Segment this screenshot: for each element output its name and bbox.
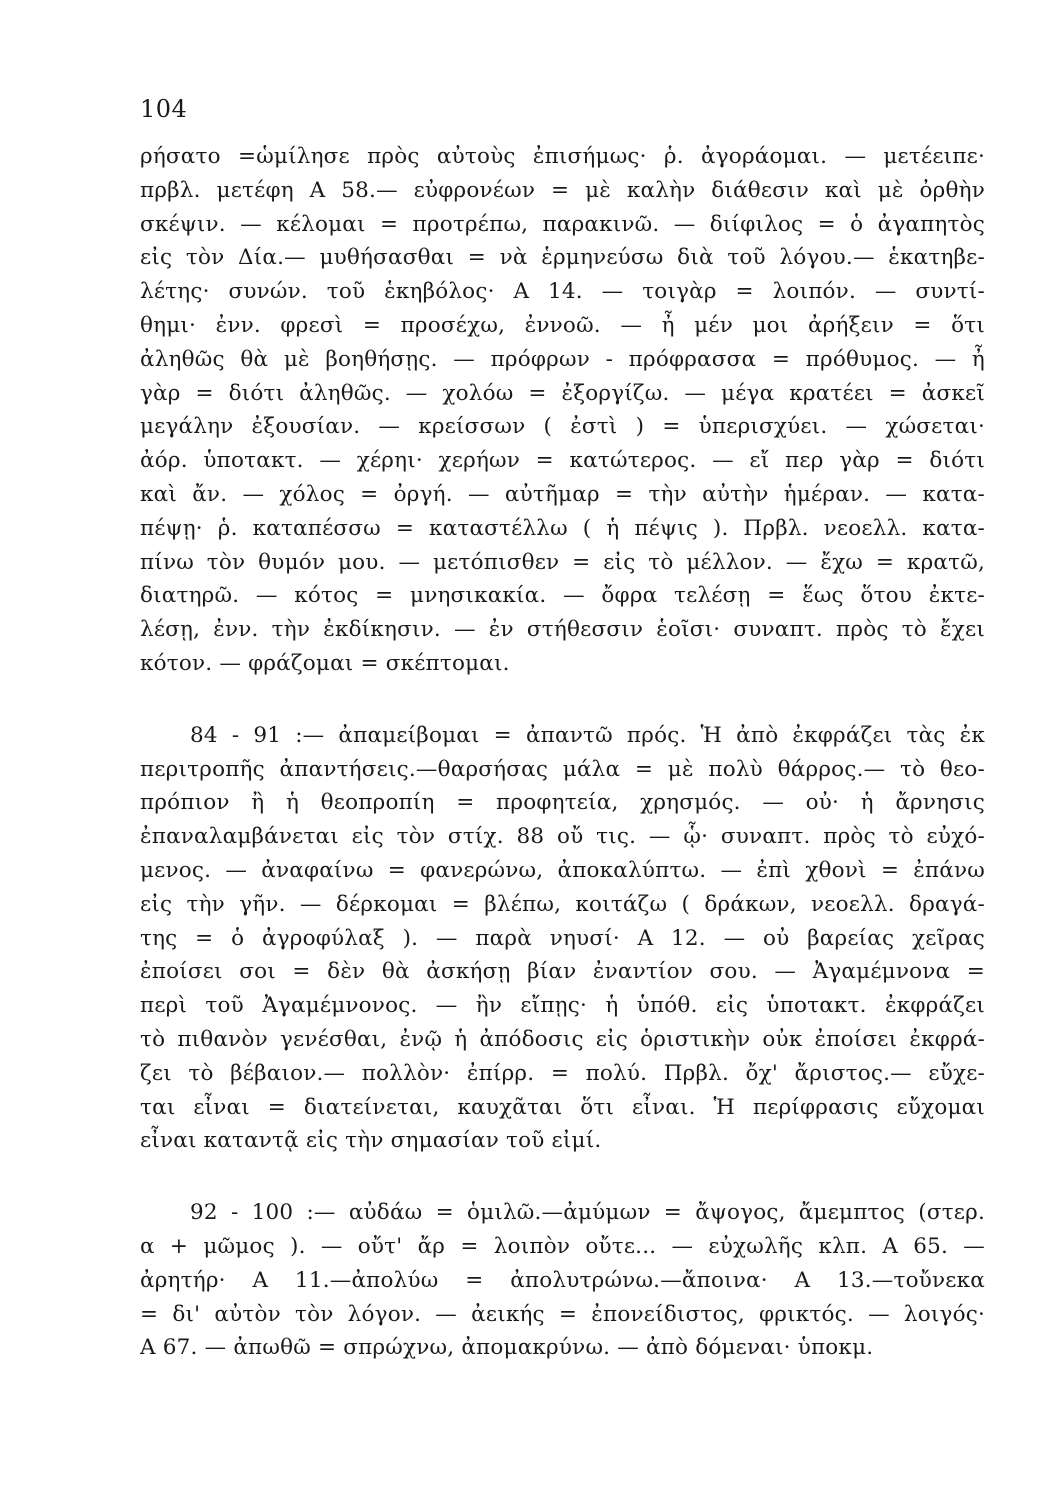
text-line: λέτης· συνών. τοῦ ἑκηβόλος· Α 14. — τοιγὰρ = λοιπόν. — συντί- [140, 279, 985, 305]
text-line: 84 - 91 :— ἀπαμείβομαι = ἀπαντῶ πρός. Ἡ ἀπὸ ἐκφράζει τὰς ἐκ [190, 722, 985, 748]
text-line: της = ὁ ἀγροφύλαξ ). — παρὰ νηυσί· Α 12. — οὐ βαρείας χεῖρας [140, 925, 985, 951]
text-line: πρόπιον ἢ ἡ θεοπροπίη = προφητεία, χρησμός. — οὐ· ἡ ἄρνησις [140, 790, 985, 816]
text-line: πίνω τὸν θυμόν μου. — μετόπισθεν = εἰς τὸ μέλλον. — ἔχω = κρατῶ, [140, 549, 985, 575]
text-line: ται εἶναι = διατείνεται, καυχᾶται ὅτι εἶναι. Ἡ περίφρασις εὔχομαι [140, 1094, 985, 1120]
text-line: εἰς τὴν γῆν. — δέρκομαι = βλέπω, κοιτάζω ( δράκων, νεοελλ. δραγά- [140, 891, 985, 917]
text-line: Α 67. — ἀπωθῶ = σπρώχνω, ἀπομακρύνω. — ἀπὸ δόμεναι· ὑποκμ. [140, 1335, 874, 1361]
page-number: 104 [140, 95, 188, 123]
text-line: ἐποίσει σοι = δὲν θὰ ἀσκήσῃ βίαν ἐναντίον σου. — Ἀγαμέμνονα = [140, 959, 985, 985]
text-line: διατηρῶ. — κότος = μνησικακία. — ὄφρα τελέσῃ = ἕως ὅτου ἐκτε- [140, 583, 985, 609]
text-line: μενος. — ἀναφαίνω = φανερώνω, ἀποκαλύπτω. — ἐπὶ χθονὶ = ἐπάνω [140, 857, 985, 883]
text-line: γὰρ = διότι ἀληθῶς. — χολόω = ἐξοργίζω. — μέγα κρατέει = ἀσκεῖ [140, 380, 985, 406]
text-line: εἰς τὸν Δία.— μυθήσασθαι = νὰ ἑρμηνεύσω διὰ τοῦ λόγου.— ἑκατηβε- [140, 245, 985, 271]
text-line: πέψῃ· ῥ. καταπέσσω = καταστέλλω ( ἡ πέψις ). Πρβλ. νεοελλ. κατα- [140, 515, 985, 541]
paragraph-verses-84-91 [140, 719, 985, 1158]
paragraph-gap [140, 681, 985, 719]
commentary-text [140, 140, 985, 1365]
paragraph-gap [140, 1158, 985, 1196]
text-line: ζει τὸ βέβαιον.— πολλὸν· ἐπίρρ. = πολύ. Πρβλ. ὄχ' ἄριστος.— εὔχε- [140, 1060, 985, 1086]
text-line: ἐπαναλαμβάνεται εἰς τὸν στίχ. 88 οὔ τις. — ᾧ· συναπτ. πρὸς τὸ εὐχό- [140, 824, 985, 850]
text-line: τὸ πιθανὸν γενέσθαι, ἐνῷ ἡ ἀπόδοσις εἰς ὁριστικὴν οὐκ ἐποίσει ἐκφρά- [140, 1026, 985, 1052]
text-line: = δι' αὐτὸν τὸν λόγον. — ἀεικής = ἐπονείδιστος, φρικτός. — λοιγός· [140, 1301, 985, 1327]
text-line: καὶ ἄν. — χόλος = ὀργή. — αὐτῆμαρ = τὴν αὐτὴν ἡμέραν. — κατα- [140, 481, 985, 507]
text-line: 92 - 100 :— αὐδάω = ὁμιλῶ.—ἀμύμων = ἄψογος, ἄμεμπτος (στερ. [190, 1200, 985, 1226]
text-line: εἶναι καταντᾷ εἰς τὴν σημασίαν τοῦ εἰμί. [140, 1128, 602, 1154]
text-line: α + μῶμος ). — οὔτ' ἄρ = λοιπὸν οὔτε... — εὐχωλῆς κλπ. Α 65. — [140, 1233, 985, 1259]
paragraph-verses-92-100 [140, 1196, 985, 1365]
text-line: περὶ τοῦ Ἀγαμέμνονος. — ἢν εἴπῃς· ἡ ὑπόθ. εἰς ὑποτακτ. ἐκφράζει [140, 993, 985, 1019]
text-line: σκέψιν. — κέλομαι = προτρέπω, παρακινῶ. — διίφιλος = ὁ ἀγαπητὸς [140, 211, 985, 237]
text-line: θημι· ἐνν. φρεσὶ = προσέχω, ἐννοῶ. — ἦ μέν μοι ἀρήξειν = ὅτι [140, 312, 985, 338]
text-line: ἀόρ. ὑποτακτ. — χέρηι· χερήων = κατώτερος. — εἴ περ γὰρ = διότι [140, 448, 985, 474]
paragraph-commentary-1 [140, 140, 985, 681]
text-line: περιτροπῆς ἀπαντήσεις.—θαρσήσας μάλα = μὲ πολὺ θάρρος.— τὸ θεο- [140, 756, 985, 782]
text-line: ρήσατο =ὡμίλησε πρὸς αὐτοὺς ἐπισήμως· ῥ. ἀγοράομαι. — μετέειπε· [140, 144, 985, 169]
text-line: μεγάλην ἐξουσίαν. — κρείσσων ( ἐστὶ ) = ὑπερισχύει. — χώσεται· [140, 414, 985, 440]
text-line: κότον. — φράζομαι = σκέπτομαι. [140, 650, 510, 676]
text-line: ἀληθῶς θὰ μὲ βοηθήσῃς. — πρόφρων - πρόφρασσα = πρόθυμος. — ἦ [140, 346, 985, 372]
text-line: πρβλ. μετέφη Α 58.— εὐφρονέων = μὲ καλὴν διάθεσιν καὶ μὲ ὀρθὴν [140, 177, 985, 203]
text-line: ἀρητήρ· Α 11.—ἀπολύω = ἀπολυτρώνω.—ἄποινα· Α 13.—τοὔνεκα [140, 1267, 985, 1293]
text-line: λέσῃ, ἐνν. τὴν ἐκδίκησιν. — ἐν στήθεσσιν ἑοῖσι· συναπτ. πρὸς τὸ ἔχει [140, 617, 985, 643]
